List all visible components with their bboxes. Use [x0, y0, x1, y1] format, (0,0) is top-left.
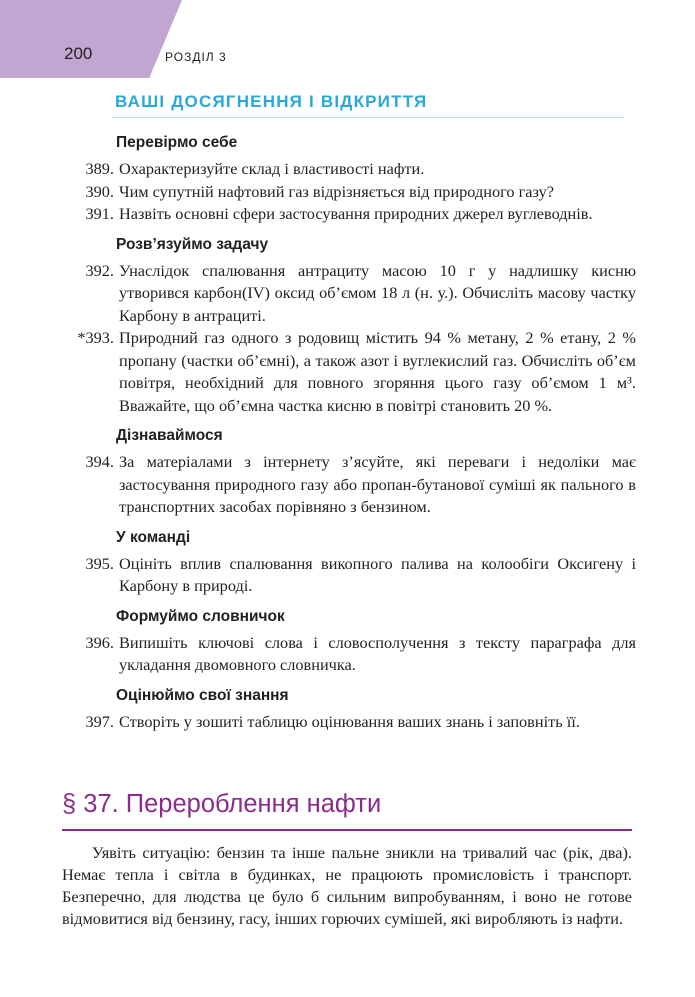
- question-text: Чим супутній нафтовий газ відрізняється від природного газу?: [119, 181, 554, 201]
- section-heading: Перевірмо себе: [116, 134, 238, 151]
- achievements-divider: [112, 117, 624, 118]
- questions-content: [62, 124, 636, 733]
- corner-decoration: [0, 0, 182, 78]
- paragraph-divider: [62, 829, 632, 831]
- question-item: [62, 553, 636, 598]
- section-heading: Формуймо словничок: [116, 607, 285, 625]
- question-number: 391.: [85, 204, 114, 223]
- question-number: 396.: [85, 632, 114, 652]
- question-item: [62, 181, 636, 204]
- question-number: *393.: [77, 328, 114, 347]
- page-number: 200: [64, 44, 93, 63]
- question-item: [62, 158, 636, 181]
- question-item: [62, 711, 636, 734]
- question-number: 397.: [85, 711, 114, 731]
- question-item: [62, 632, 636, 677]
- question-item: [62, 451, 636, 519]
- question-number: 394.: [85, 452, 114, 471]
- question-item: [62, 260, 636, 328]
- chapter-label: РОЗДІЛ 3: [165, 50, 227, 64]
- section-heading: Розв’язуймо задачу: [116, 235, 269, 253]
- question-number: 395.: [85, 553, 114, 573]
- question-number: 392.: [85, 260, 114, 280]
- section-heading: Дізнаваймося: [116, 427, 223, 444]
- paragraph-intro: Уявіть ситуацію: бензин та інше пальне зникли на тривалий час (рік, два). Немає тепла і світла в будинках, не працюють промисловість і транспорт. Безперечно, для людства це було б сильним випробуванням, і воно не готове відмовитися від бензину, гасу, інших горючих сумішей, які виробляють із нафти.: [62, 843, 632, 928]
- question-number: 389.: [85, 159, 114, 178]
- question-text: Назвіть основні сфери застосування природних джерел вуглеводнів.: [119, 204, 593, 223]
- question-text: Охарактеризуйте склад і властивості нафти.: [119, 159, 425, 178]
- section-heading: Оцінюймо свої знання: [116, 686, 289, 704]
- paragraph-title: § 37. Перероблення нафти: [62, 790, 382, 818]
- section-heading: У команді: [116, 528, 191, 546]
- question-text: За матеріалами з інтернету з’ясуйте, які переваги і недоліки має застосування природного газу або пропан-бутанової суміші як пального в транспортних засобах порівняно з бензином.: [119, 452, 636, 516]
- question-text: Природний газ одного з родовищ містить 94 % метану, 2 % етану, 2 % пропану (частки об’ємні), а також азот і вуглекислий газ. Обчисліть об’єм повітря, необхідний для повного згоряння цього газу об’ємом 1 м³. Вважайте, що об’ємна частка кисню в повітрі становить 20 %.: [119, 328, 636, 415]
- question-number: 390.: [85, 181, 114, 201]
- question-text: Оцініть вплив спалювання викопного палива на колообіги Оксигену і Карбону в природі.: [119, 553, 636, 595]
- question-text: Випишіть ключові слова і словосполучення з тексту параграфа для укладання двомовного словничка.: [119, 632, 636, 674]
- achievements-title: ВАШІ ДОСЯГНЕННЯ І ВІДКРИТТЯ: [115, 92, 428, 111]
- question-text: Створіть у зошиті таблицю оцінювання ваших знань і заповніть її.: [119, 711, 580, 731]
- question-item: [62, 203, 636, 226]
- question-item: [62, 327, 636, 417]
- question-text: Унаслідок спалювання антрациту масою 10 г у надлишку кисню утворився карбон(IV) оксид об’ємом 18 л (н. у.). Обчисліть масову частку Карбону в антрациті.: [119, 260, 636, 325]
